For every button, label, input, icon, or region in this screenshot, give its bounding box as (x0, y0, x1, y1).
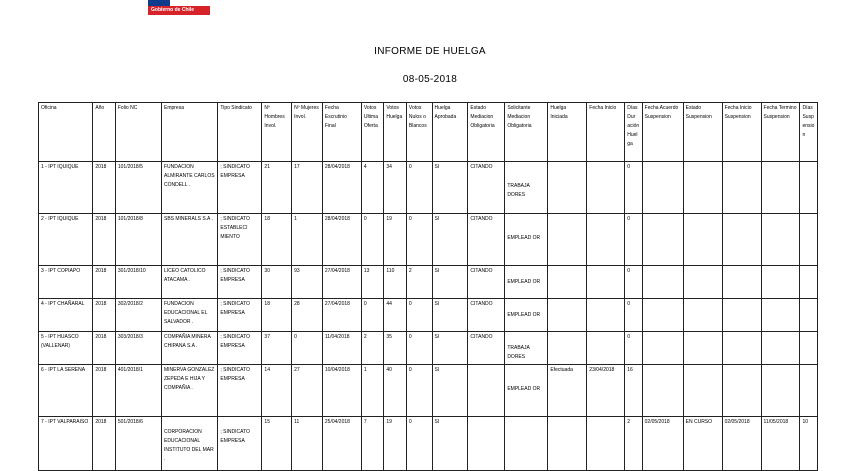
table-cell (468, 417, 505, 471)
table-row (39, 365, 818, 417)
table-cell: 101/2018/5 (115, 162, 161, 214)
table-cell (642, 266, 683, 299)
table-cell: TRABAJA DORES (505, 332, 548, 365)
column-header: Fecha Escrutinio Final (322, 103, 361, 162)
table-cell: 303/2018/3 (115, 332, 161, 365)
table-cell: 02/05/2018 (642, 417, 683, 471)
table-cell (505, 417, 548, 471)
table-cell (683, 266, 722, 299)
column-header: Tipo Sindicato (218, 103, 262, 162)
column-header: Votos Ultima Oferta (361, 103, 384, 162)
table-row (39, 299, 818, 332)
table-cell (722, 299, 761, 332)
table-cell: 0 (625, 214, 642, 266)
table-cell: SI (432, 266, 468, 299)
table-cell: 0 (406, 332, 432, 365)
table-cell: 02/05/2018 (722, 417, 761, 471)
table-cell: SI (432, 417, 468, 471)
table-cell: SI (432, 365, 468, 417)
table-cell: 3 - IPT COPIAPO (39, 266, 93, 299)
column-header: Oficina (39, 103, 93, 162)
table-cell: 10 (800, 417, 818, 471)
table-cell: CITANDO (468, 332, 505, 365)
table-cell (722, 266, 761, 299)
table-cell (683, 299, 722, 332)
table-cell: EMPLEAD OR (505, 365, 548, 417)
column-header: Estado Mediacion Obligatoria (468, 103, 505, 162)
table-cell: 0 (406, 214, 432, 266)
table-cell: 0 (361, 299, 384, 332)
table-header-row (39, 103, 818, 162)
table-cell: FUNDACION EDUCACIONAL EL SALVADOR . (161, 299, 217, 332)
table-cell: 2018 (93, 417, 116, 471)
column-header: Fecha Acuerdo Suspension (642, 103, 683, 162)
table-cell: 28/04/2018 (322, 214, 361, 266)
table-cell: 23/04/2018 (587, 365, 625, 417)
column-header: Fecha Inicio Suspension (722, 103, 761, 162)
table-cell: 11/04/2018 (322, 332, 361, 365)
table-cell: 93 (292, 266, 323, 299)
table-cell: 11 (292, 417, 323, 471)
table-cell (800, 365, 818, 417)
table-cell: 401/2018/1 (115, 365, 161, 417)
table-cell: 2018 (93, 214, 116, 266)
table-cell: 30 (262, 266, 292, 299)
table-cell: 4 - IPT CHAÑARAL (39, 299, 93, 332)
table-cell: 28 (292, 299, 323, 332)
table-cell: CITANDO (468, 299, 505, 332)
table-cell: 35 (384, 332, 407, 365)
government-logo (148, 0, 210, 15)
table-cell: 7 - IPT VALPARAISO (39, 417, 93, 471)
table-cell (800, 214, 818, 266)
table-cell (800, 266, 818, 299)
table-cell: CITANDO (468, 266, 505, 299)
table-cell: 1 (292, 214, 323, 266)
table-cell: ; SINDICATO EMPRESA (218, 162, 262, 214)
table-cell (800, 332, 818, 365)
table-cell: ; SINDICATO ESTABLECI MIENTO (218, 214, 262, 266)
table-row (39, 162, 818, 214)
table-cell: 1 (361, 365, 384, 417)
column-header: Huelga Iniciada (548, 103, 587, 162)
table-cell: ; SINDICATO EMPRESA (218, 332, 262, 365)
table-cell: 2018 (93, 365, 116, 417)
table-cell (587, 417, 625, 471)
table-cell: 2 (406, 266, 432, 299)
table-cell: 17 (292, 162, 323, 214)
table-cell (722, 332, 761, 365)
table-cell: ; SINDICATO EMPRESA (218, 266, 262, 299)
table-cell: FUNDACION ALMIRANTE CARLOS CONDELL . (161, 162, 217, 214)
table-cell: 0 (625, 299, 642, 332)
table-cell: ; SINDICATO EMPRESA (218, 365, 262, 417)
table-cell (722, 365, 761, 417)
table-cell (548, 417, 587, 471)
table-cell: 15 (262, 417, 292, 471)
table-cell (761, 214, 800, 266)
table-cell (761, 299, 800, 332)
column-header: Fecha Inicio (587, 103, 625, 162)
table-cell (548, 299, 587, 332)
table-cell: 27/04/2018 (322, 299, 361, 332)
table-cell (761, 332, 800, 365)
table-cell: CITANDO (468, 214, 505, 266)
table-cell: 0 (625, 332, 642, 365)
table-cell (468, 365, 505, 417)
table-row (39, 266, 818, 299)
table-cell: 0 (406, 365, 432, 417)
table-cell: 0 (406, 299, 432, 332)
table-cell: 13 (361, 266, 384, 299)
column-header: Huelga Aprobada (432, 103, 468, 162)
table-row (39, 332, 818, 365)
table-cell: 0 (361, 214, 384, 266)
table-cell: 19 (384, 417, 407, 471)
table-cell: 16 (625, 365, 642, 417)
table-cell: 2 - IPT IQUIQUE (39, 214, 93, 266)
table-cell: 37 (262, 332, 292, 365)
table-cell: 25/04/2018 (322, 417, 361, 471)
table-cell (642, 332, 683, 365)
table-cell: 18 (262, 299, 292, 332)
table-cell: 101/2018/8 (115, 214, 161, 266)
table-cell: 21 (262, 162, 292, 214)
table-cell: 2018 (93, 162, 116, 214)
table-cell (587, 214, 625, 266)
table-cell (548, 162, 587, 214)
table-cell: 302/2018/2 (115, 299, 161, 332)
table-cell: COMPAÑIA MINERA CHIPANA S.A . (161, 332, 217, 365)
table-cell: LICEO CATOLICO ATACAMA . (161, 266, 217, 299)
table-cell: 2018 (93, 299, 116, 332)
table-cell: 0 (625, 266, 642, 299)
column-header: Días Suspension (800, 103, 818, 162)
table-cell: SBS MINERALS S.A . (161, 214, 217, 266)
column-header: Votos Nulos o Blancos (406, 103, 432, 162)
table-cell: 28/04/2018 (322, 162, 361, 214)
table-cell: 2018 (93, 332, 116, 365)
table-cell: SI (432, 162, 468, 214)
table-cell: 44 (384, 299, 407, 332)
table-cell: ; SINDICATO EMPRESA (218, 299, 262, 332)
table-cell: 2 (625, 417, 642, 471)
table-cell (548, 332, 587, 365)
table-cell: 0 (625, 162, 642, 214)
table-cell (683, 365, 722, 417)
table-cell (548, 214, 587, 266)
table-cell: 301/2018/10 (115, 266, 161, 299)
table-cell: EMPLEAD OR (505, 299, 548, 332)
table-cell: 5 - IPT HUASCO (VALLENAR) (39, 332, 93, 365)
table-row (39, 214, 818, 266)
table-row (39, 417, 818, 471)
table-cell: 4 (361, 162, 384, 214)
column-header: Días Dur ación Huel ga (625, 103, 642, 162)
table-cell (587, 332, 625, 365)
table-cell (548, 266, 587, 299)
table-cell (722, 162, 761, 214)
table-cell: CORPORACION EDUCACIONAL INSTITUTO DEL MAR . (161, 417, 217, 471)
table-cell: 0 (292, 332, 323, 365)
table-cell (642, 365, 683, 417)
table-cell: 27/04/2018 (322, 266, 361, 299)
table-cell: SI (432, 299, 468, 332)
strike-report-table (38, 102, 818, 471)
report-title: INFORME DE HUELGA (374, 46, 486, 57)
table-cell: 0 (406, 417, 432, 471)
column-header: Estado Suspension (683, 103, 722, 162)
table-cell: 501/2018/6 (115, 417, 161, 471)
table-cell (761, 365, 800, 417)
table-cell (642, 214, 683, 266)
table-cell (587, 266, 625, 299)
column-header: Fecha Termino Suspension (761, 103, 800, 162)
table-cell: EMPLEAD OR (505, 214, 548, 266)
table-cell (587, 162, 625, 214)
table-cell (761, 162, 800, 214)
table-cell (683, 332, 722, 365)
table-cell: 34 (384, 162, 407, 214)
table-cell: Efectuada (548, 365, 587, 417)
logo-text: Gobierno de Chile (151, 7, 195, 13)
table-cell (642, 162, 683, 214)
table-cell: 11/05/2018 (761, 417, 800, 471)
table-cell: 2018 (93, 266, 116, 299)
column-header: Nº Hombres Invol. (262, 103, 292, 162)
table-cell: 110 (384, 266, 407, 299)
table-cell (722, 214, 761, 266)
table-cell (683, 162, 722, 214)
table-body (39, 162, 818, 471)
table-cell: SI (432, 214, 468, 266)
table-cell: 6 - IPT LA SERENA (39, 365, 93, 417)
table-cell: CITANDO (468, 162, 505, 214)
table-cell: 27 (292, 365, 323, 417)
table-cell: 0 (406, 162, 432, 214)
table-cell (800, 162, 818, 214)
table-cell: 2 (361, 332, 384, 365)
table-cell: 10/04/2018 (322, 365, 361, 417)
table-cell: 18 (262, 214, 292, 266)
table-cell: 14 (262, 365, 292, 417)
column-header: Nº Mujeres Invol. (292, 103, 323, 162)
table-cell: TRABAJA DORES (505, 162, 548, 214)
table-cell (587, 299, 625, 332)
table-cell: SI (432, 332, 468, 365)
report-date: 08-05-2018 (402, 74, 458, 85)
column-header: Solicitante Mediacion Obligatoria (505, 103, 548, 162)
table-cell (683, 214, 722, 266)
column-header: Año (93, 103, 116, 162)
table-cell (642, 299, 683, 332)
table-cell: EMPLEAD OR (505, 266, 548, 299)
table-cell: MINERVA GONZALEZ ZEPEDA E HIJA Y COMPAÑIA . (161, 365, 217, 417)
table-cell: EN CURSO (683, 417, 722, 471)
column-header: Folio NC (115, 103, 161, 162)
table-cell: 40 (384, 365, 407, 417)
table-cell: ; SINDICATO EMPRESA (218, 417, 262, 471)
table-cell (761, 266, 800, 299)
column-header: Empresa (161, 103, 217, 162)
table-cell: 7 (361, 417, 384, 471)
table-cell: 19 (384, 214, 407, 266)
table-cell (800, 299, 818, 332)
column-header: Votos Huelga (384, 103, 407, 162)
table-cell: 1 - IPT IQUIQUE (39, 162, 93, 214)
